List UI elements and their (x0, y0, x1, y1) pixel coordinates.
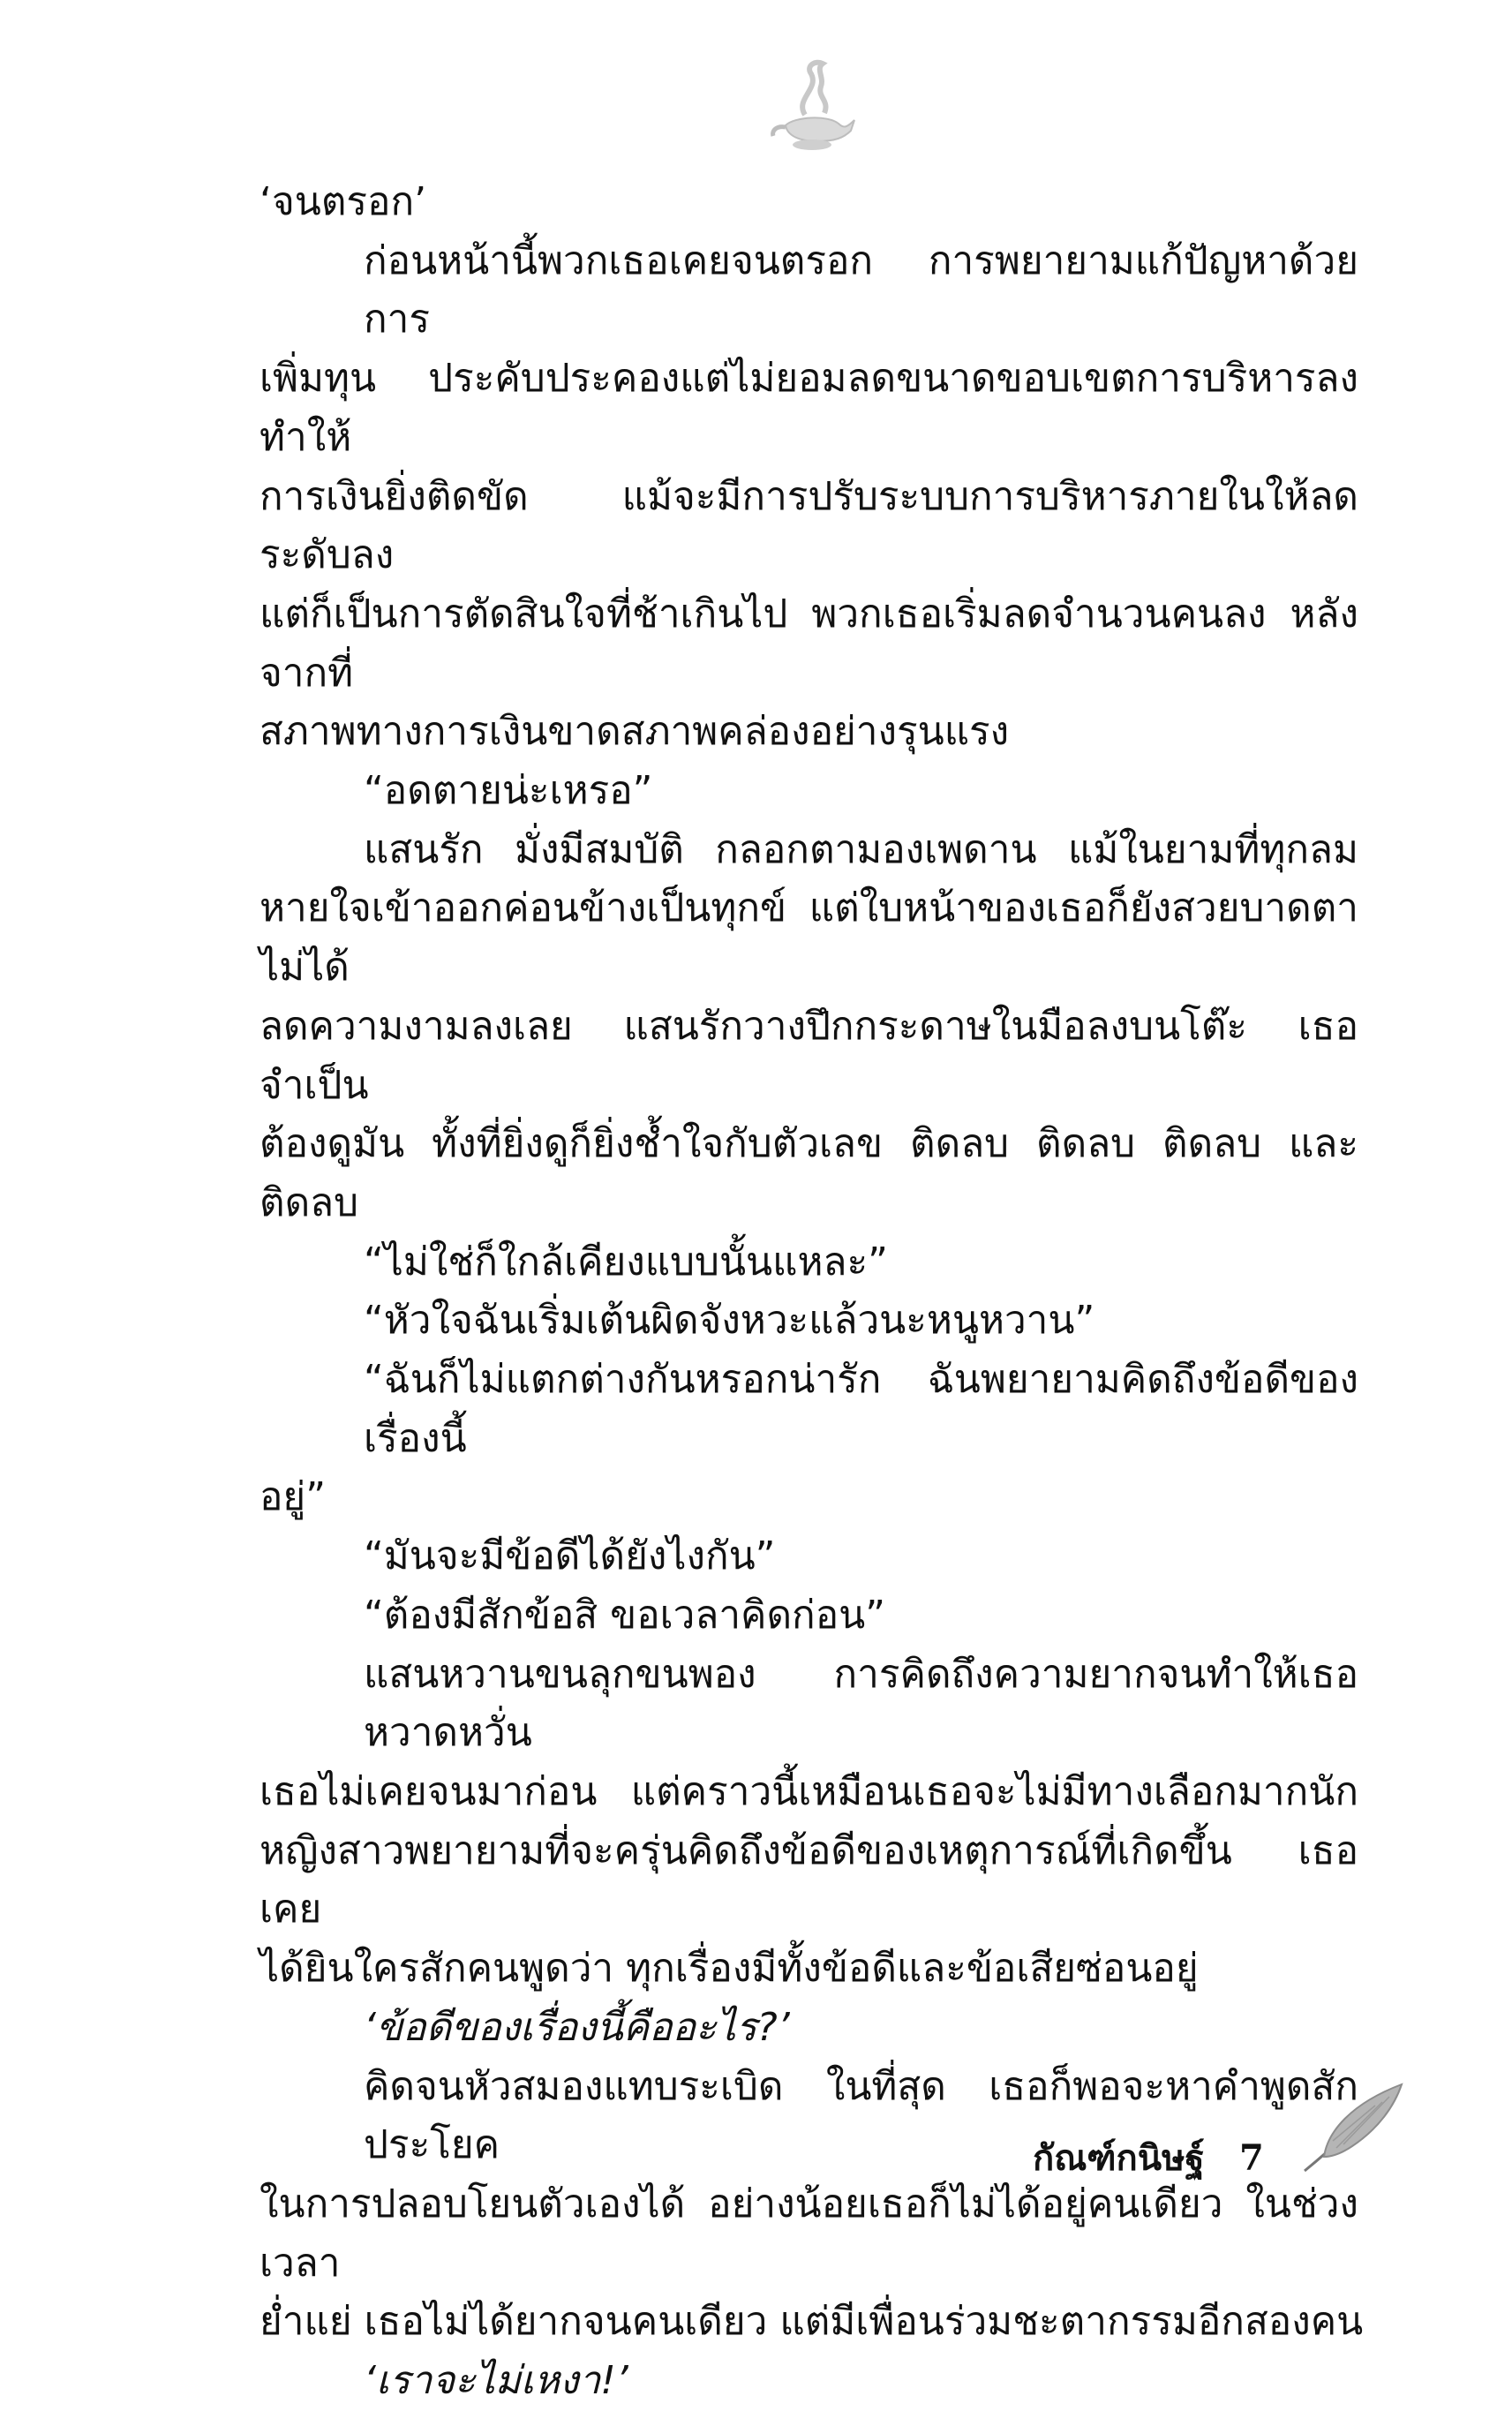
paragraph-line: การเงินยิ่งติดขัด แม้จะมีการปรับระบบการบริหารภายในให้ลดระดับลง (260, 473, 1358, 578)
dialogue-line: “ฉันก็ไม่แตกต่างกันหรอกน่ารัก ฉันพยายามคิดถึงข้อดีของเรื่องนี้ (364, 1357, 1358, 1461)
dialogue-line: “ไม่ใช่ก็ใกล้เคียงแบบนั้นแหละ” (364, 1239, 888, 1285)
book-title: กัณฑ์กนิษฐ์ (1033, 2137, 1205, 2179)
magic-lamp-icon (759, 53, 865, 159)
thought-line: ‘ข้อดีของเรื่องนี้คืออะไร?’ (364, 2004, 790, 2050)
paragraph-line: หญิงสาวพยายามที่จะครุ่นคิดถึงข้อดีของเหตุการณ์ที่เกิดขึ้น เธอเคย (260, 1827, 1358, 1933)
paragraph-line: ในการปลอบโยนตัวเองได้ อย่างน้อยเธอก็ไม่ได้อยู่คนเดียว ในช่วงเวลา (260, 2181, 1358, 2286)
dialogue-line: “มันจะมีข้อดีได้ยังไงกัน” (364, 1533, 776, 1579)
dialogue-line: “ต้องมีสักข้อสิ ขอเวลาคิดก่อน” (364, 1592, 885, 1638)
paragraph-line: คิดจนหัวสมองแทบระเบิด ในที่สุด เธอก็พอจะหาคำพูดสักประโยค (364, 2063, 1358, 2168)
body-text (260, 173, 1364, 2411)
paragraph-line: ต้องดูมัน ทั้งที่ยิ่งดูก็ยิ่งช้ำใจกับตัวเลข ติดลบ ติดลบ ติดลบ และติดลบ (260, 1121, 1358, 1225)
paragraph-line: เธอไม่เคยจนมาก่อน แต่คราวนี้เหมือนเธอจะไม่มีทางเลือกมากนัก (260, 1768, 1358, 1814)
paragraph-line: แต่ก็เป็นการตัดสินใจที่ช้าเกินไป พวกเธอเริ่มลดจำนวนคนลง หลังจากที่ (260, 591, 1358, 696)
paragraph-line: ก่อนหน้านี้พวกเธอเคยจนตรอก การพยายามแก้ปัญหาด้วยการ (364, 237, 1358, 343)
dialogue-line: อยู่” (260, 1474, 327, 1520)
paragraph-line: ย่ำแย่ เธอไม่ได้ยากจนคนเดียว แต่มีเพื่อนร่วมชะตากรรมอีกสองคน (260, 2299, 1364, 2345)
dialogue-line: “หัวใจฉันเริ่มเต้นผิดจังหวะแล้วนะหนูหวาน” (364, 1298, 1095, 1344)
thought-line: ‘เราจะไม่เหงา!’ (364, 2358, 628, 2404)
page-number: 7 (1239, 2137, 1264, 2179)
paragraph-line: ‘จนตรอก’ (260, 179, 427, 224)
paragraph-line: ได้ยินใครสักคนพูดว่า ทุกเรื่องมีทั้งข้อดีและข้อเสียซ่อนอยู่ (260, 1946, 1199, 1992)
paragraph-line: สภาพทางการเงินขาดสภาพคล่องอย่างรุนแรง (260, 709, 1010, 755)
paragraph-line: เพิ่มทุน ประคับประคองแต่ไม่ยอมลดขนาดขอบเขตการบริหารลงทำให้ (260, 356, 1358, 460)
paragraph-line: ลดความงามลงเลย แสนรักวางปึกกระดาษในมือลงบนโต๊ะ เธอจำเป็น (260, 1003, 1358, 1108)
paragraph-line: แสนหวานขนลุกขนพอง การคิดถึงความยากจนทำให้เธอหวาดหวั่น (364, 1651, 1358, 1756)
feather-quill-icon (1298, 2079, 1412, 2176)
paragraph-line: หายใจเข้าออกค่อนข้างเป็นทุกข์ แต่ใบหน้าของเธอก็ยังสวยบาดตาไม่ได้ (260, 885, 1358, 991)
paragraph-line: แสนรัก มั่งมีสมบัติ กลอกตามองเพดาน แม้ในยามที่ทุกลม (364, 826, 1358, 872)
dialogue-line: “อดตายน่ะเหรอ” (364, 768, 653, 814)
